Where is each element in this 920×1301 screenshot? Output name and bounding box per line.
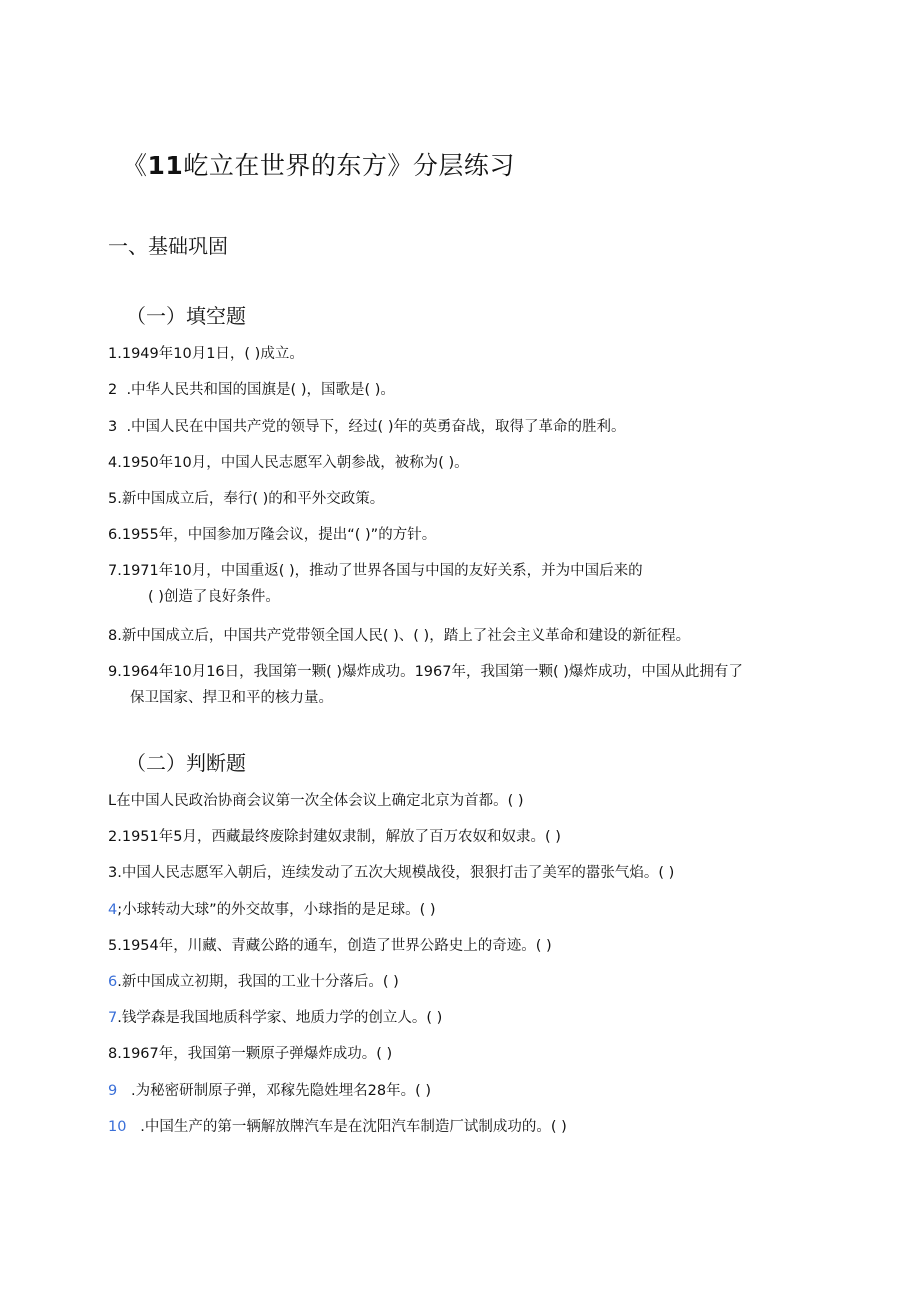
fill-blank-question: 7.1971年10月，中国重返( )，推动了世界各国与中国的友好关系，并为中国后来的 ( )创造了良好条件。 — [108, 563, 643, 605]
true-false-question: 10 .中国生产的第一辆解放牌汽车是在沈阳汽车制造厂试制成功的。( ) — [108, 1119, 567, 1135]
page-title: 《11屹立在世界的东方》分层练习 — [122, 151, 515, 180]
fill-blank-continuation: ( )创造了良好条件。 — [148, 589, 280, 605]
true-false-question: 6.新中国成立初期，我国的工业十分落后。( ) — [108, 974, 399, 990]
fill-blank-question: 9.1964年10月16日，我国第一颗( )爆炸成功。1967年，我国第一颗( )爆炸成功，中国从此拥有了 保卫国家、捍卫和平的核力量。 — [108, 664, 743, 706]
fill-blank-question: 3 .中国人民在中国共产党的领导下，经过( )年的英勇奋战，取得了革命的胜利。 — [108, 419, 626, 435]
fill-blank-question: 5.新中国成立后，奉行( )的和平外交政策。 — [108, 491, 385, 507]
true-false-question: 8.1967年，我国第一颗原子弹爆炸成功。( ) — [108, 1046, 393, 1062]
fill-blank-heading: （一）填空题 — [126, 304, 246, 328]
true-false-question: 3.中国人民志愿军入朝后，连续发动了五次大规模战役，狠狠打击了美军的嚣张气焰。( ) — [108, 865, 675, 881]
true-false-question: 2.1951年5月，西藏最终废除封建奴隶制，解放了百万农奴和奴隶。( ) — [108, 829, 561, 845]
true-false-heading: （二）判断题 — [126, 751, 246, 775]
true-false-question: 7.钱学森是我国地质科学家、地质力学的创立人。( ) — [108, 1010, 443, 1026]
true-false-question: 5.1954年，川藏、青藏公路的通车，创造了世界公路史上的奇迹。( ) — [108, 938, 552, 954]
fill-blank-continuation: 保卫国家、捍卫和平的核力量。 — [130, 690, 333, 706]
fill-blank-question: 2 .中华人民共和国的国旗是( )，国歌是( )。 — [108, 382, 395, 398]
true-false-question: 4;小球转动大球”的外交故事，小球指的是足球。( ) — [108, 902, 436, 918]
fill-blank-question: 6.1955年，中国参加万隆会议，提出“( )”的方针。 — [108, 527, 437, 543]
section-heading-basic: 一、基础巩固 — [108, 234, 228, 258]
fill-blank-question: 1.1949年10月1日，( )成立。 — [108, 346, 304, 362]
fill-blank-question: 4.1950年10月，中国人民志愿军入朝参战，被称为( )。 — [108, 455, 469, 471]
true-false-question: 9 .为秘密研制原子弹，邓稼先隐姓埋名28年。( ) — [108, 1083, 432, 1099]
fill-blank-question: 8.新中国成立后，中国共产党带领全国人民( )、( )，踏上了社会主义革命和建设的新征程。 — [108, 628, 691, 644]
true-false-question: L在中国人民政治协商会议第一次全体会议上确定北京为首都。( ) — [108, 793, 524, 809]
